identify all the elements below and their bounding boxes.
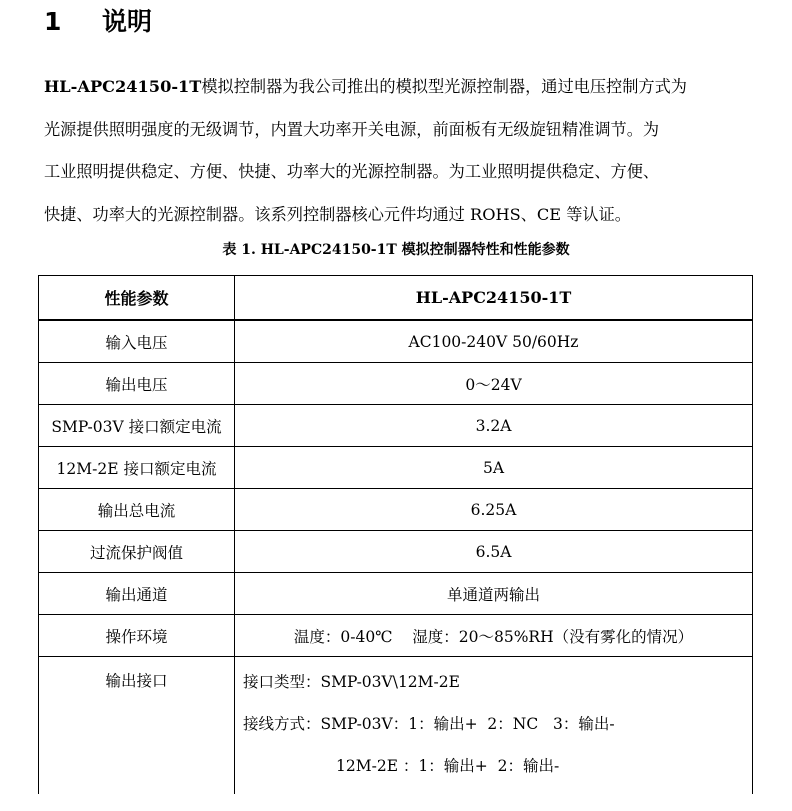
table-row [39, 615, 753, 657]
section-number: 1 [44, 7, 62, 36]
intro-line-4: 快捷、功率大的光源控制器。该系列控制器核心元件均通过 ROHS、CE 等认证。 [44, 204, 631, 224]
table-caption: 表 1. HL-APC24150-1T 模拟控制器特性和性能参数 [222, 242, 570, 258]
intro-line-2: 光源提供照明强度的无级调节，内置大功率开关电源，前面板有无级旋钮精准调节。为 [44, 119, 660, 139]
row-label: 操作环境 [39, 615, 235, 657]
row-value: 6.25A [235, 489, 753, 531]
row-value: 5A [235, 447, 753, 489]
spec-table [38, 275, 753, 794]
section-title: 说明 [102, 7, 153, 36]
row-value: 3.2A [235, 405, 753, 447]
table-row [39, 447, 753, 489]
intro-line-1-text: 模拟控制器为我公司推出的模拟型光源控制器，通过电压控制方式为 [201, 77, 687, 96]
table-row [39, 320, 753, 363]
row-value: 单通道两输出 [235, 573, 753, 615]
table-row [39, 363, 753, 405]
intro-line-1 [44, 66, 752, 109]
table-row [39, 405, 753, 447]
header-parameter: 性能参数 [39, 276, 235, 321]
ports-value [235, 657, 753, 795]
row-label: 过流保护阀值 [39, 531, 235, 573]
header-model: HL-APC24150-1T [235, 276, 753, 321]
ports-type-line: 接口类型：SMP-03V\12M-2E [243, 673, 460, 691]
row-label: 12M-2E 接口额定电流 [39, 447, 235, 489]
row-value: 温度：0-40℃ 湿度：20～85%RH（没有雾化的情况） [235, 615, 753, 657]
row-label: 输出通道 [39, 573, 235, 615]
row-label: 输入电压 [39, 320, 235, 363]
table-row [39, 531, 753, 573]
ports-label: 输出接口 [39, 657, 235, 795]
intro-paragraph [44, 66, 752, 236]
intro-model-name: HL-APC24150-1T [44, 77, 202, 96]
row-label: SMP-03V 接口额定电流 [39, 405, 235, 447]
section-heading [44, 2, 152, 38]
table-header-row [39, 276, 753, 321]
row-value: 0～24V [235, 363, 753, 405]
intro-line-3: 工业照明提供稳定、方便、快捷、功率大的光源控制器。为工业照明提供稳定、方便、 [44, 162, 660, 181]
row-label: 输出电压 [39, 363, 235, 405]
ports-wiring-line-1: 接线方式：SMP-03V：1：输出+ 2：NC 3：输出- [243, 715, 615, 733]
table-row-ports [39, 657, 753, 795]
table-row [39, 573, 753, 615]
row-label: 输出总电流 [39, 489, 235, 531]
row-value: AC100-240V 50/60Hz [235, 320, 753, 363]
table-row [39, 489, 753, 531]
ports-wiring-line-2: 12M-2E ：1：输出+ 2：输出- [336, 757, 560, 775]
row-value: 6.5A [235, 531, 753, 573]
